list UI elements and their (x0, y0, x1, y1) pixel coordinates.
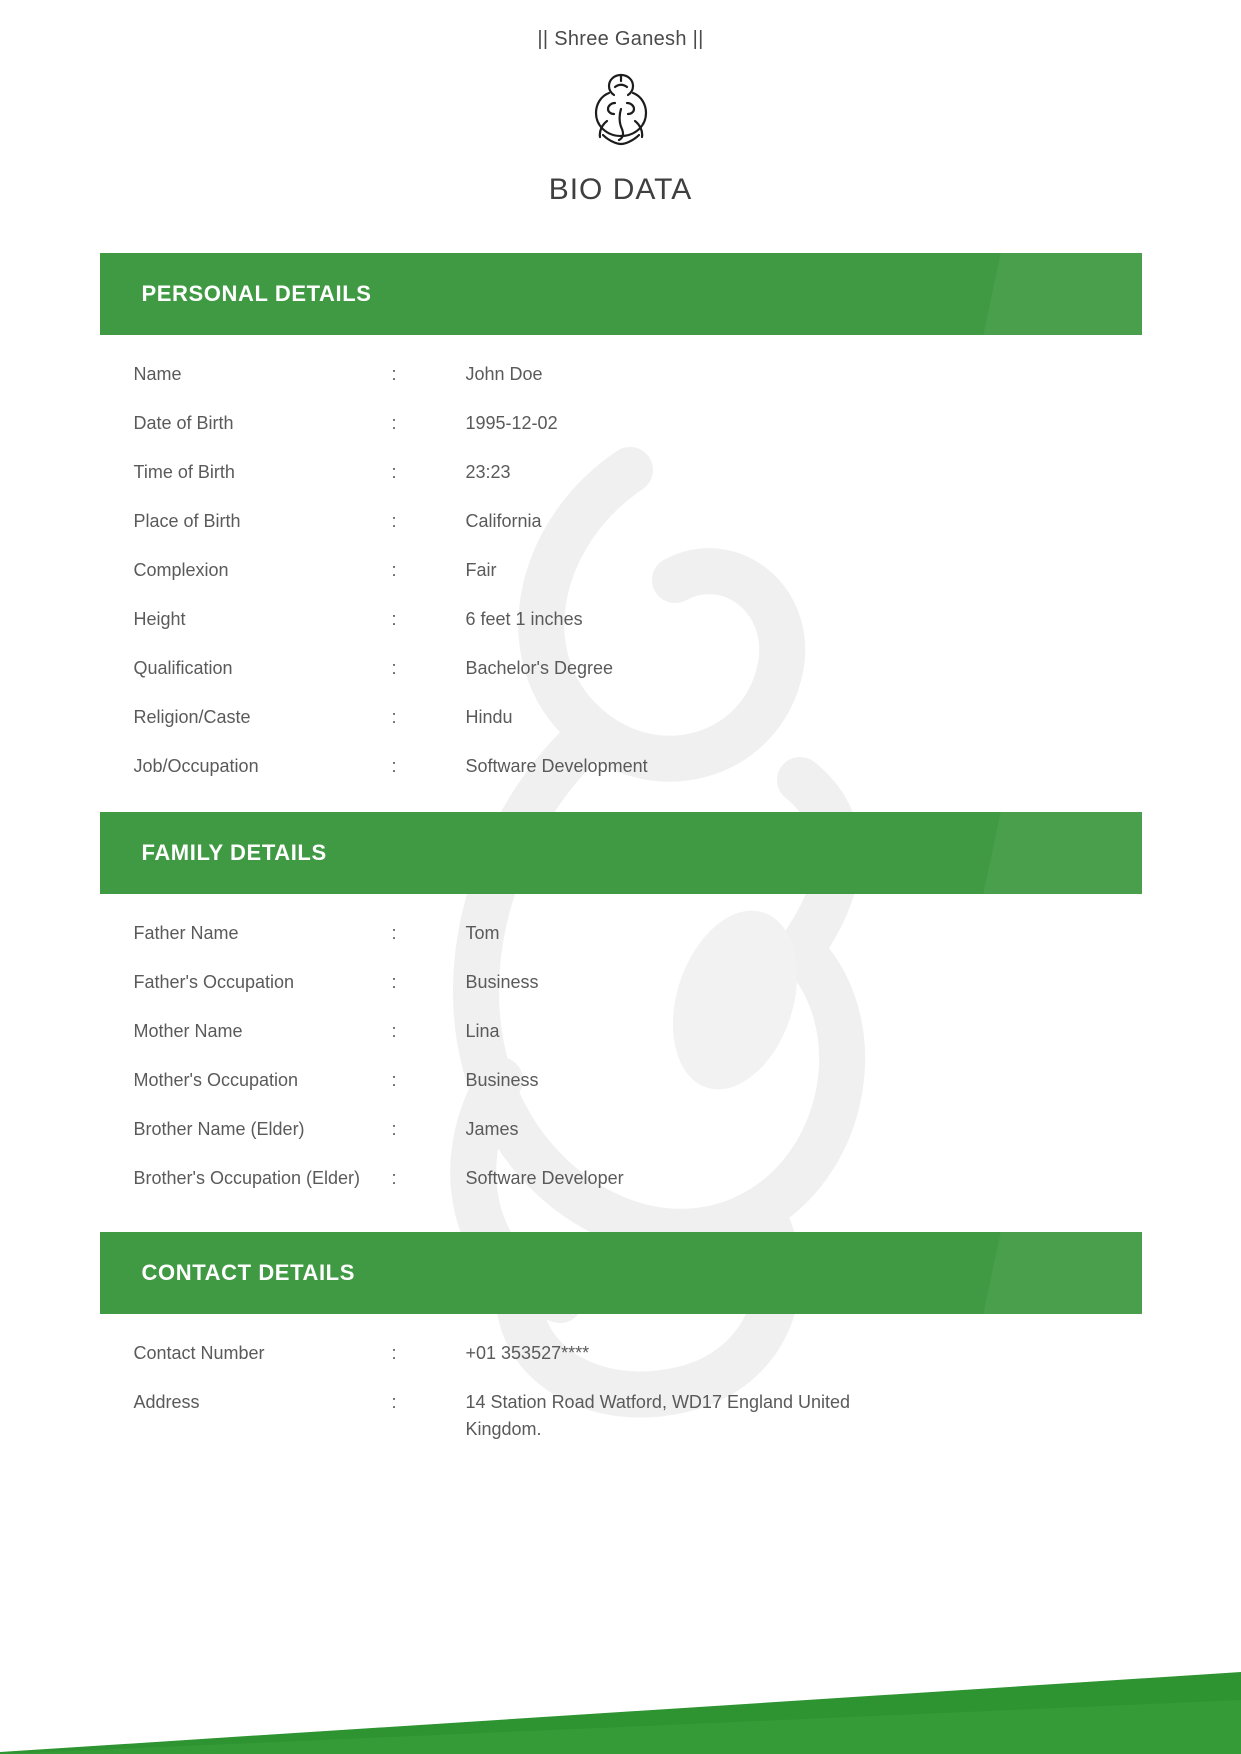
document-body (0, 253, 1241, 1457)
detail-value: John Doe (465, 364, 543, 384)
section-title: PERSONAL DETAILS (141, 281, 372, 306)
detail-row (100, 557, 1142, 584)
detail-separator: : (391, 707, 397, 727)
detail-label: Mother's Occupation (133, 1070, 299, 1090)
detail-value: California (465, 511, 542, 531)
detail-row (100, 1018, 1142, 1045)
section-personal-details (0, 253, 1241, 790)
detail-separator: : (391, 511, 397, 531)
detail-value: Bachelor's Degree (465, 658, 614, 678)
detail-separator: : (391, 462, 397, 482)
spacer (0, 1204, 1241, 1232)
detail-separator: : (391, 560, 397, 580)
section-header-personal (100, 253, 1142, 335)
detail-label: Date of Birth (133, 413, 234, 433)
detail-row (100, 459, 1142, 486)
detail-value: 14 Station Road Watford, WD17 England United Kingdom. (465, 1392, 851, 1439)
section-title: FAMILY DETAILS (141, 840, 327, 865)
detail-value: +01 353527**** (465, 1343, 590, 1363)
detail-row (100, 1340, 1142, 1367)
detail-row (100, 753, 1142, 780)
detail-separator: : (391, 1343, 397, 1363)
section-rows-contact (100, 1314, 1142, 1457)
section-rows-family (100, 894, 1142, 1204)
detail-separator: : (391, 413, 397, 433)
detail-label: Time of Birth (133, 462, 235, 482)
detail-row (100, 704, 1142, 731)
detail-row (100, 606, 1142, 633)
ganesh-icon (0, 69, 1241, 151)
detail-row (100, 920, 1142, 947)
detail-row (100, 361, 1142, 388)
detail-value: 6 feet 1 inches (465, 609, 583, 629)
detail-label: Job/Occupation (133, 756, 259, 776)
detail-row (100, 1389, 1142, 1443)
document-header (0, 0, 1241, 207)
detail-value: 1995-12-02 (465, 413, 558, 433)
invocation-text: || Shree Ganesh || (537, 28, 704, 50)
detail-label: Place of Birth (133, 511, 241, 531)
detail-separator: : (391, 1119, 397, 1139)
detail-label: Mother Name (133, 1021, 243, 1041)
detail-row (100, 1067, 1142, 1094)
detail-separator: : (391, 1070, 397, 1090)
section-family-details (0, 812, 1241, 1204)
detail-label: Qualification (133, 658, 233, 678)
detail-label: Brother's Occupation (Elder) (133, 1168, 361, 1188)
detail-value: 23:23 (465, 462, 511, 482)
detail-label: Address (133, 1392, 200, 1412)
detail-separator: : (391, 756, 397, 776)
detail-value: Hindu (465, 707, 513, 727)
section-title: CONTACT DETAILS (141, 1260, 355, 1285)
page-title: BIO DATA (548, 173, 693, 206)
footer-decoration (0, 1634, 1241, 1754)
detail-value: Software Development (465, 756, 648, 776)
detail-row (100, 1116, 1142, 1143)
detail-label: Name (133, 364, 182, 384)
detail-value: Business (465, 972, 539, 992)
detail-separator: : (391, 1021, 397, 1041)
detail-value: Business (465, 1070, 539, 1090)
detail-separator: : (391, 658, 397, 678)
detail-label: Religion/Caste (133, 707, 251, 727)
detail-label: Brother Name (Elder) (133, 1119, 305, 1139)
detail-separator: : (391, 1392, 397, 1412)
detail-separator: : (391, 364, 397, 384)
detail-row (100, 410, 1142, 437)
detail-row (100, 508, 1142, 535)
detail-separator: : (391, 923, 397, 943)
detail-separator: : (391, 1168, 397, 1188)
detail-separator: : (391, 972, 397, 992)
section-contact-details (0, 1232, 1241, 1457)
detail-row (100, 969, 1142, 996)
detail-value: James (465, 1119, 519, 1139)
detail-label: Complexion (133, 560, 229, 580)
spacer (0, 790, 1241, 812)
detail-value: Fair (465, 560, 497, 580)
detail-row (100, 1165, 1142, 1192)
detail-row (100, 655, 1142, 682)
detail-label: Father Name (133, 923, 239, 943)
detail-separator: : (391, 609, 397, 629)
detail-label: Height (133, 609, 186, 629)
section-rows-personal (100, 335, 1142, 790)
detail-value: Lina (465, 1021, 500, 1041)
detail-label: Father's Occupation (133, 972, 295, 992)
detail-label: Contact Number (133, 1343, 265, 1363)
detail-value: Tom (465, 923, 500, 943)
section-header-family (100, 812, 1142, 894)
detail-value: Software Developer (465, 1168, 624, 1188)
section-header-contact (100, 1232, 1142, 1314)
